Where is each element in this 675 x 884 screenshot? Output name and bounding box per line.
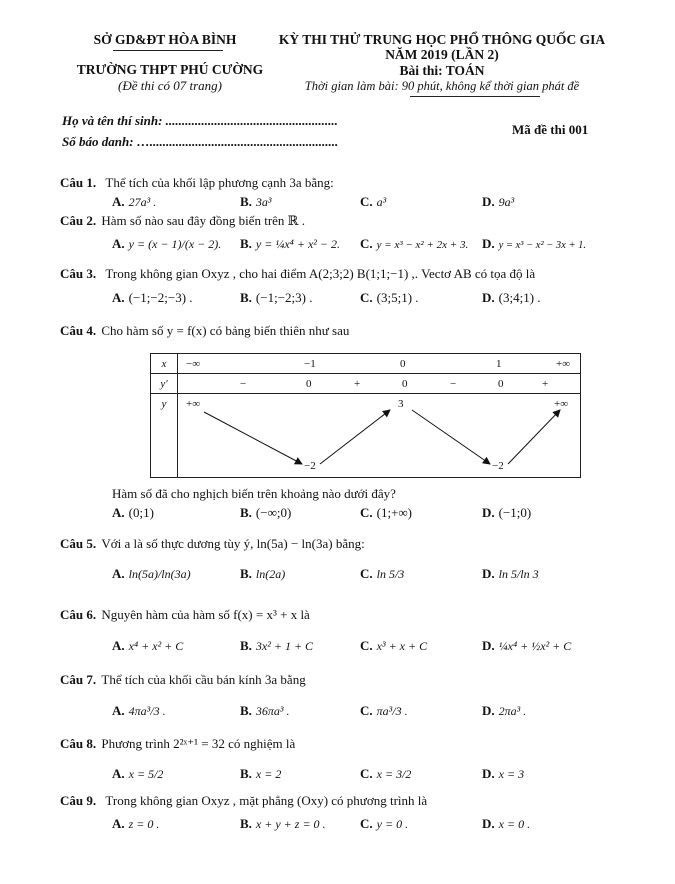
q1-option-d: D. 9a³ (482, 194, 515, 209)
q7-option-a: A. 4πa³/3 . (112, 703, 166, 718)
row-label-x: x (151, 354, 178, 374)
department-name: SỞ GD&ĐT HÒA BÌNH (93, 32, 237, 47)
q6-option-a: A. x⁴ + x² + C (112, 638, 184, 653)
q5-option-c: C. ln 5/3 (360, 566, 405, 581)
exam-time: Thời gian làm bài: 90 phút, không kể thời gian phát đề (304, 79, 580, 93)
arrow-down-2 (412, 410, 490, 464)
derivative-sign: + (542, 378, 549, 390)
arrow-up-1 (320, 410, 390, 464)
q6-option-d: D. ¼x⁴ + ½x² + C (482, 638, 572, 653)
dept-underline (113, 50, 223, 51)
q2-option-c: C. y = x³ − x² + 2x + 3. (360, 236, 469, 251)
derivative-sign: − (450, 378, 457, 390)
q6-option-c: C. x³ + x + C (360, 638, 428, 653)
q2-option-a: A. y = (x − 1)/(x − 2). (112, 236, 222, 251)
variation-arrows (178, 394, 582, 478)
q8-option-b: B. x = 2 (240, 766, 282, 781)
variation-table (150, 353, 581, 478)
q9-option-d: D. x = 0 . (482, 816, 531, 831)
q3-option-b: B. (−1;−2;3) . (240, 290, 313, 305)
exam-title: KỲ THI THỬ TRUNG HỌC PHỔ THÔNG QUỐC GIA (278, 32, 606, 47)
question-4-subtext: Hàm số đã cho nghịch biến trên khoảng nào dưới đây? (112, 486, 396, 501)
question-8: Câu 8. Phương trình 2²ˣ⁺¹ = 32 có nghiệm là (60, 736, 296, 751)
y-value: +∞ (554, 398, 569, 410)
arrow-down-1 (204, 412, 302, 464)
question-5: Câu 5. Với a là số thực dương tùy ý, ln(5a) − ln(3a) bằng: (60, 536, 365, 551)
q1-option-b: B. 3a³ (240, 194, 272, 209)
y-value: 3 (398, 398, 404, 410)
exam-year: NĂM 2019 (LẦN 2) (385, 47, 499, 62)
derivative-zero: 0 (498, 378, 504, 390)
row-label-y: y (151, 394, 178, 478)
x-value: +∞ (556, 358, 571, 370)
question-2: Câu 2. Hàm số nào sau đây đồng biến trên ℝ . (60, 213, 305, 228)
exam-subject: Bài thi: TOÁN (399, 63, 485, 78)
q3-option-c: C. (3;5;1) . (360, 290, 419, 305)
x-value: −∞ (186, 358, 201, 370)
question-4: Câu 4. Cho hàm số y = f(x) có bảng biến thiên như sau (60, 323, 350, 338)
x-value: 0 (400, 358, 406, 370)
q9-option-a: A. z = 0 . (112, 816, 160, 831)
q1-option-c: C. a³ (360, 194, 387, 209)
y-value: +∞ (186, 398, 201, 410)
q4-option-c: C. (1;+∞) (360, 505, 413, 520)
derivative-sign: − (240, 378, 247, 390)
school-name: TRƯỜNG THPT PHÚ CƯỜNG (76, 62, 264, 77)
row-label-derivative: y' (151, 374, 178, 394)
exam-code: Mã đề thi 001 (512, 122, 589, 137)
q2-option-b: B. y = ¼x⁴ + x² − 2. (240, 236, 340, 251)
q6-option-b: B. 3x² + 1 + C (240, 638, 314, 653)
derivative-sign: + (354, 378, 361, 390)
q7-option-d: D. 2πa³ . (482, 703, 527, 718)
x-value: 1 (496, 358, 502, 370)
page-count: (Đề thi có 07 trang) (118, 78, 222, 93)
q5-option-a: A. ln(5a)/ln(3a) (112, 566, 191, 581)
q1-option-a: A. 27a³ . (112, 194, 157, 209)
derivative-zero: 0 (402, 378, 408, 390)
q7-option-c: C. πa³/3 . (360, 703, 408, 718)
q5-option-b: B. ln(2a) (240, 566, 286, 581)
question-text: Thể tích của khối lập phương cạnh 3a bằng: (105, 175, 334, 190)
question-9: Câu 9. Trong không gian Oxyz , mặt phẳng (Oxy) có phương trình là (60, 793, 428, 808)
q8-option-a: A. x = 5/2 (112, 766, 164, 781)
y-value: −2 (304, 460, 316, 472)
question-label: Câu 1. (60, 175, 97, 190)
q4-option-a: A. (0;1) (112, 505, 154, 520)
q5-option-d: D. ln 5/ln 3 (482, 566, 539, 581)
question-6: Câu 6. Nguyên hàm của hàm số f(x) = x³ + x là (60, 607, 310, 622)
q4-option-d: D. (−1;0) (482, 505, 532, 520)
student-id-field: Số báo danh: ….......................................................... (62, 134, 339, 149)
q7-option-b: B. 36πa³ . (240, 703, 290, 718)
question-1 (60, 175, 334, 191)
student-name-field: Họ và tên thí sinh: ..................................................... (62, 113, 338, 128)
arrow-up-2 (508, 410, 560, 464)
q4-option-b: B. (−∞;0) (240, 505, 292, 520)
q2-option-d: D. y = x³ − x² − 3x + 1. (482, 236, 587, 251)
q8-option-c: C. x = 3/2 (360, 766, 412, 781)
question-7: Câu 7. Thể tích của khối cầu bán kính 3a bằng (60, 672, 306, 687)
derivative-zero: 0 (306, 378, 312, 390)
question-3: Câu 3. Trong không gian Oxyz , cho hai điểm A(2;3;2) B(1;1;−1) ,. Vectơ AB có tọa độ là (60, 266, 536, 281)
q3-option-d: D. (3;4;1) . (482, 290, 541, 305)
q9-option-c: C. y = 0 . (360, 816, 409, 831)
q3-option-a: A. (−1;−2;−3) . (112, 290, 193, 305)
y-value: −2 (492, 460, 504, 472)
time-underline (410, 96, 540, 97)
q8-option-d: D. x = 3 (482, 766, 525, 781)
x-value: −1 (304, 358, 316, 370)
q9-option-b: B. x + y + z = 0 . (240, 816, 326, 831)
